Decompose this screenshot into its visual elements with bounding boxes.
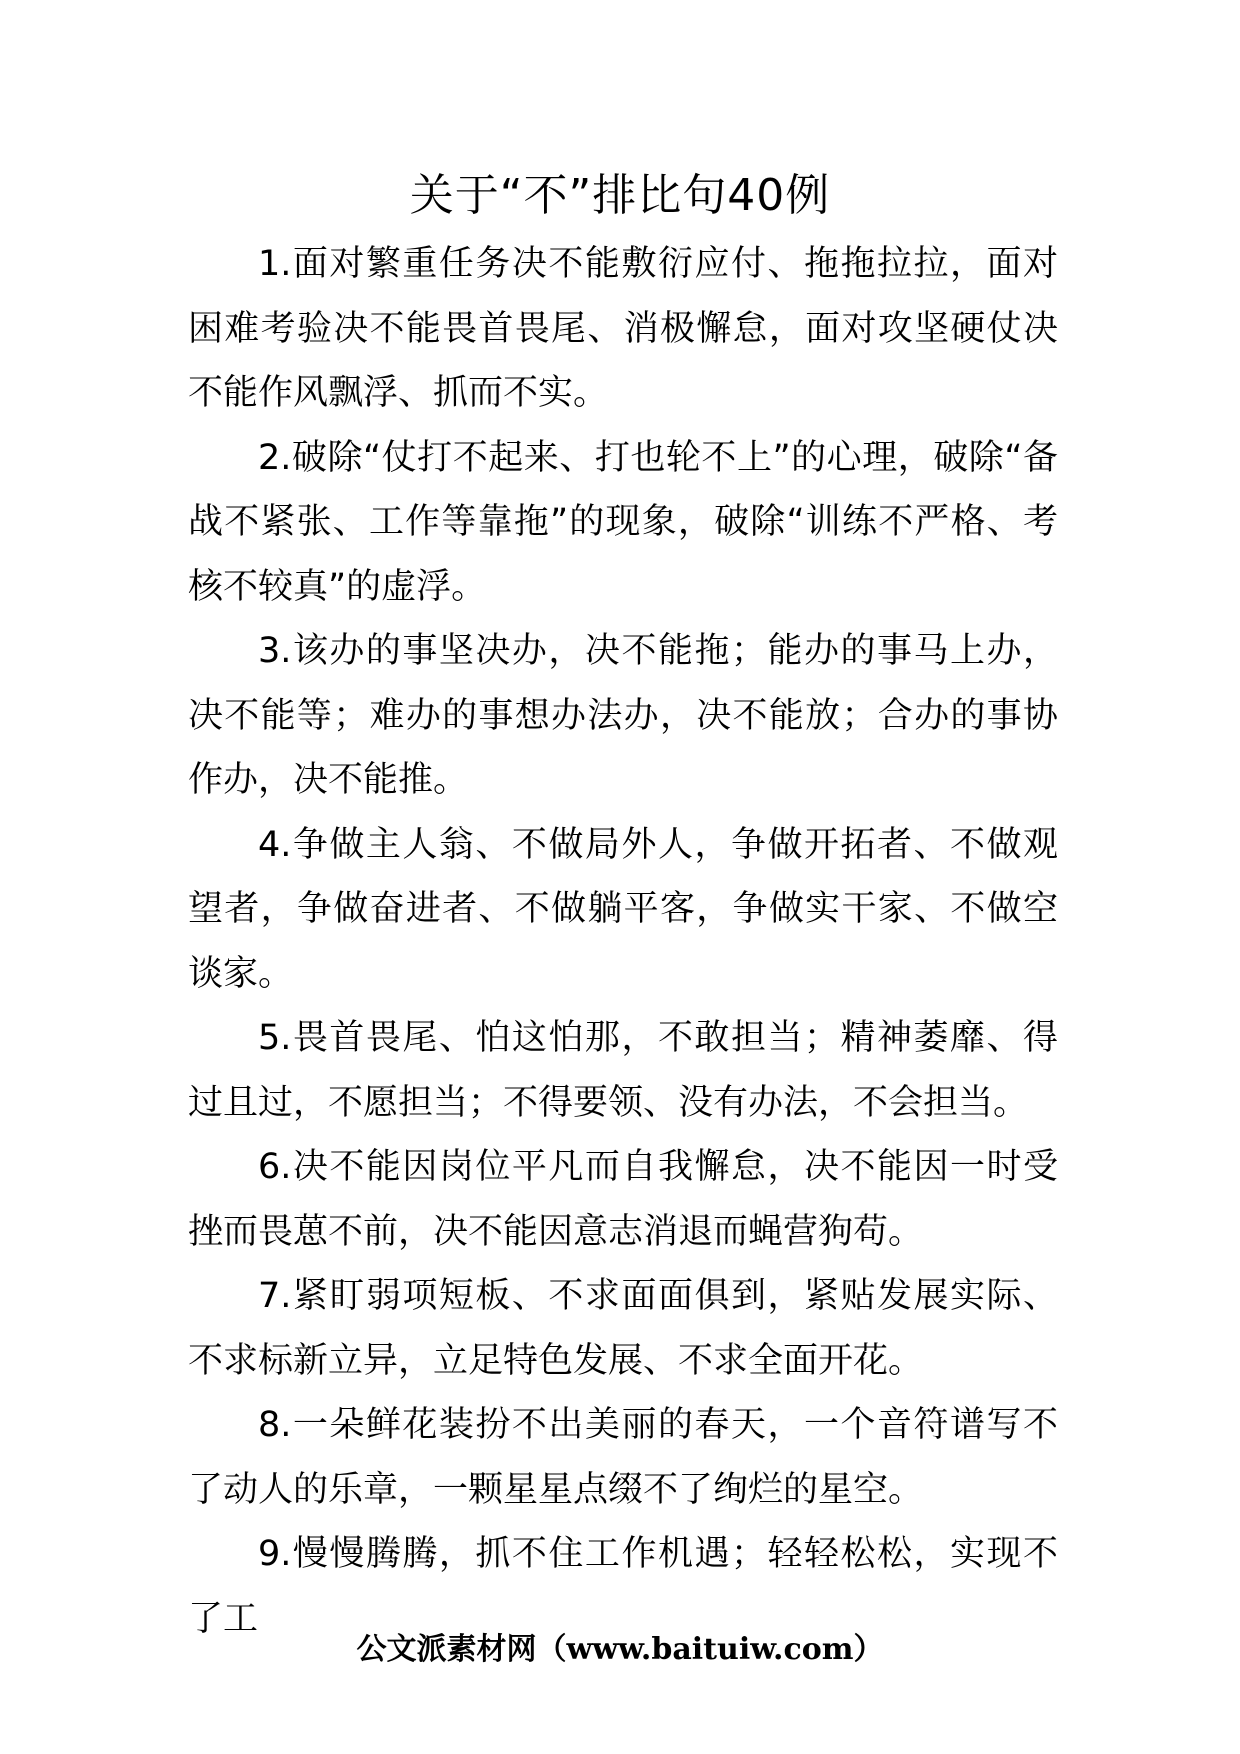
page-footer: 公文派素材网（www.baituiw.com） — [356, 1632, 884, 1667]
document-body — [188, 232, 1058, 1651]
paragraph-8: 8.一朵鲜花装扮不出美丽的春天，一个音符谱写不了动人的乐章，一颗星星点缀不了绚烂的星空。 — [188, 1405, 1058, 1510]
paragraph-5: 5.畏首畏尾、怕这怕那，不敢担当；精神萎靡、得过且过，不愿担当；不得要领、没有办法，不会担当。 — [188, 1018, 1058, 1123]
paragraph-9: 9.慢慢腾腾，抓不住工作机遇；轻轻松松，实现不了工 — [188, 1534, 1058, 1639]
paragraph-3: 3.该办的事坚决办，决不能拖；能办的事马上办，决不能等；难办的事想办法办，决不能放；合办的事协作办，决不能推。 — [188, 631, 1058, 800]
paragraph-4: 4.争做主人翁、不做局外人，争做开拓者、不做观望者，争做奋进者、不做躺平客，争做实干家、不做空谈家。 — [188, 824, 1058, 994]
paragraph-6: 6.决不能因岗位平凡而自我懈怠，决不能因一时受挫而畏葸不前，决不能因意志消退而蝇营狗苟。 — [188, 1147, 1058, 1252]
paragraph-2: 2.破除“仗打不起来、打也轮不上”的心理，破除“备战不紧张、工作等靠拖”的现象，破除“训练不严格、考核不较真”的虚浮。 — [188, 437, 1058, 607]
paragraph-7: 7.紧盯弱项短板、不求面面俱到，紧贴发展实际、不求标新立异，立足特色发展、不求全面开花。 — [188, 1276, 1058, 1381]
document-title: 关于“不”排比句40例 — [409, 170, 831, 221]
paragraph-1: 1.面对繁重任务决不能敷衍应付、拖拖拉拉，面对困难考验决不能畏首畏尾、消极懈怠，面对攻坚硬仗决不能作风飘浮、抓而不实。 — [188, 244, 1058, 413]
